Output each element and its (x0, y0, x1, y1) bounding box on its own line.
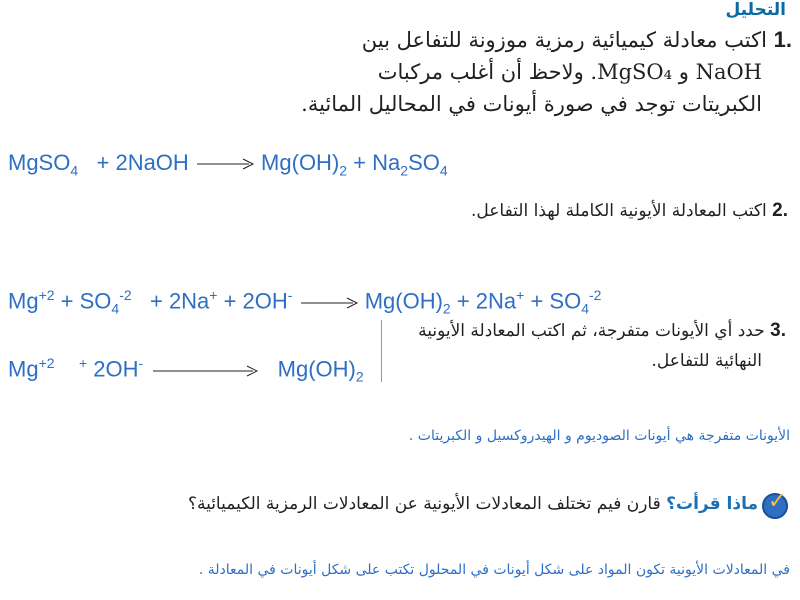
checkmark-badge-icon: ✓ (762, 493, 788, 519)
question-1-line-2: NaOH و MgSO₄. ولاحظ أن أغلب مركبات (377, 60, 762, 84)
question-1 (192, 24, 792, 120)
question-2-number: .2 (772, 200, 788, 221)
molecular-equation: MgSO$_4$ + 2NaOH $Mg(OH)_2 + Na_2SO_4$ (8, 150, 448, 179)
arrow-right-icon (195, 157, 255, 171)
question-3-line-2: النهائية للتفاعل. (651, 351, 762, 371)
question-1-number: .1 (773, 27, 792, 52)
arrow-right-icon (149, 364, 259, 378)
complete-ionic-equation: $Mg^{+2} + SO_4^{-2} + 2Na^+ + 2OH^-$ $Mg(OH)_2 + 2Na^+ + SO_4^{-2}$ (8, 287, 602, 317)
spectator-ions-answer: الأيونات متفرجة هي أيونات الصوديوم و الهيدروكسيل و الكبريتات . (408, 428, 790, 444)
reading-check-prompt: قارن فيم تختلف المعادلات الأيونية عن المعادلات الرمزية الكيميائية؟ (187, 494, 661, 514)
question-3-line-1: حدد أي الأيونات متفرجة، ثم اكتب المعادلة الأيونية (418, 321, 765, 341)
reading-check-answer: في المعادلات الأيونية تكون المواد على شكل أيونات في المحلول تكتب على شكل أيونات في المعادلة . (198, 562, 790, 578)
question-1-line-1: اكتب معادلة كيميائية رمزية موزونة للتفاعل بين (361, 28, 767, 52)
question-3 (374, 316, 786, 376)
question-2 (471, 200, 788, 222)
section-title: التحليل (725, 0, 786, 20)
arrow-right-icon (299, 296, 359, 310)
question-1-line-3: الكبريتات توجد في صورة أيونات في المحاليل المائية. (301, 92, 762, 116)
question-2-text: اكتب المعادلة الأيونية الكاملة لهذا التفاعل. (470, 201, 767, 221)
net-ionic-equation: $Mg^{+2}$ + 2OH- $Mg(OH)_2$ (8, 355, 364, 385)
question-3-number: .3 (770, 320, 786, 341)
reading-check (188, 494, 758, 514)
reading-check-label: ماذا قرأت؟ (666, 494, 758, 514)
